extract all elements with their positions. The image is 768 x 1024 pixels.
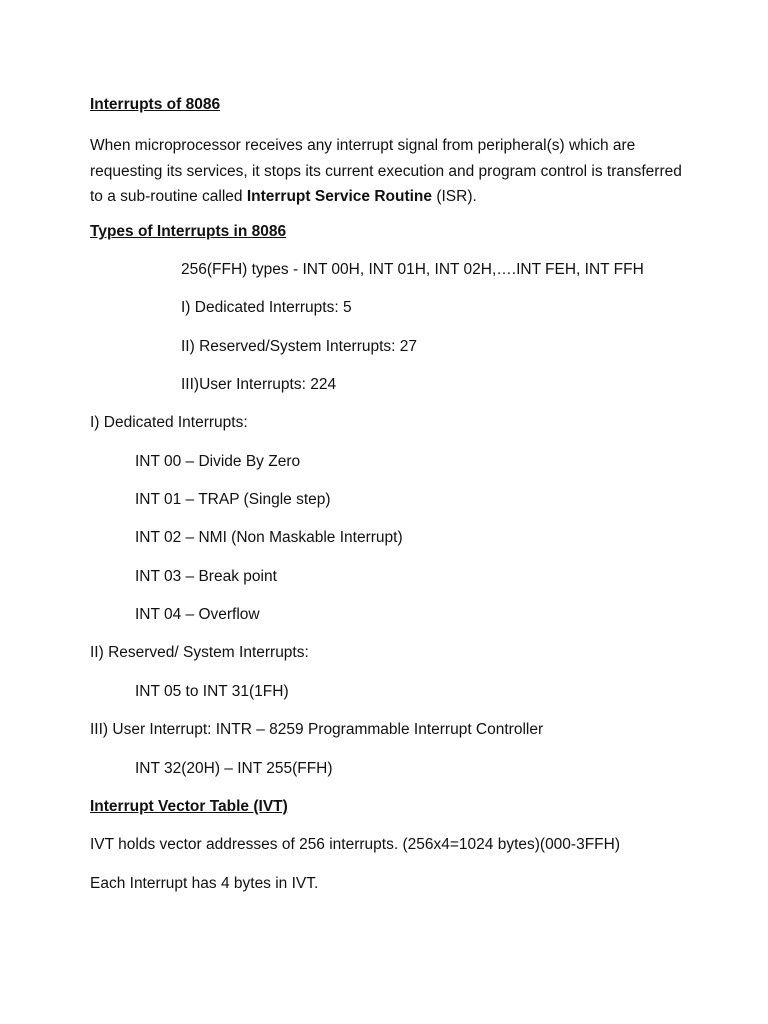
types-summary-line: I) Dedicated Interrupts: 5	[181, 299, 352, 316]
types-summary-line: 256(FFH) types - INT 00H, INT 01H, INT 02H,….INT FEH, INT FFH	[181, 261, 644, 278]
ivt-heading: Interrupt Vector Table (IVT)	[90, 798, 288, 815]
intro-paragraph	[90, 133, 690, 210]
reserved-heading: II) Reserved/ System Interrupts:	[90, 644, 309, 661]
reserved-item: INT 05 to INT 31(1FH)	[135, 683, 289, 700]
intro-text-before: When microprocessor receives any interrupt signal from peripheral(s) which are requesting its services, it stops its current execution and program control is transferred to a sub-routine called	[90, 137, 682, 205]
document-title: Interrupts of 8086	[90, 96, 221, 113]
intro-text-after: (ISR).	[432, 188, 477, 205]
dedicated-item: INT 04 – Overflow	[135, 606, 260, 623]
dedicated-item: INT 03 – Break point	[135, 568, 277, 585]
ivt-line: Each Interrupt has 4 bytes in IVT.	[90, 875, 319, 892]
types-heading: Types of Interrupts in 8086	[90, 223, 287, 240]
dedicated-item: INT 00 – Divide By Zero	[135, 453, 301, 470]
dedicated-heading: I) Dedicated Interrupts:	[90, 414, 248, 431]
user-item: INT 32(20H) – INT 255(FFH)	[135, 760, 333, 777]
dedicated-item: INT 01 – TRAP (Single step)	[135, 491, 331, 508]
user-heading: III) User Interrupt: INTR – 8259 Programmable Interrupt Controller	[90, 721, 544, 738]
ivt-line: IVT holds vector addresses of 256 interrupts. (256x4=1024 bytes)(000-3FFH)	[90, 836, 620, 853]
intro-bold-term: Interrupt Service Routine	[246, 188, 433, 205]
dedicated-item: INT 02 – NMI (Non Maskable Interrupt)	[135, 529, 403, 546]
types-summary-line: III)User Interrupts: 224	[181, 376, 337, 393]
types-summary-line: II) Reserved/System Interrupts: 27	[181, 338, 418, 355]
